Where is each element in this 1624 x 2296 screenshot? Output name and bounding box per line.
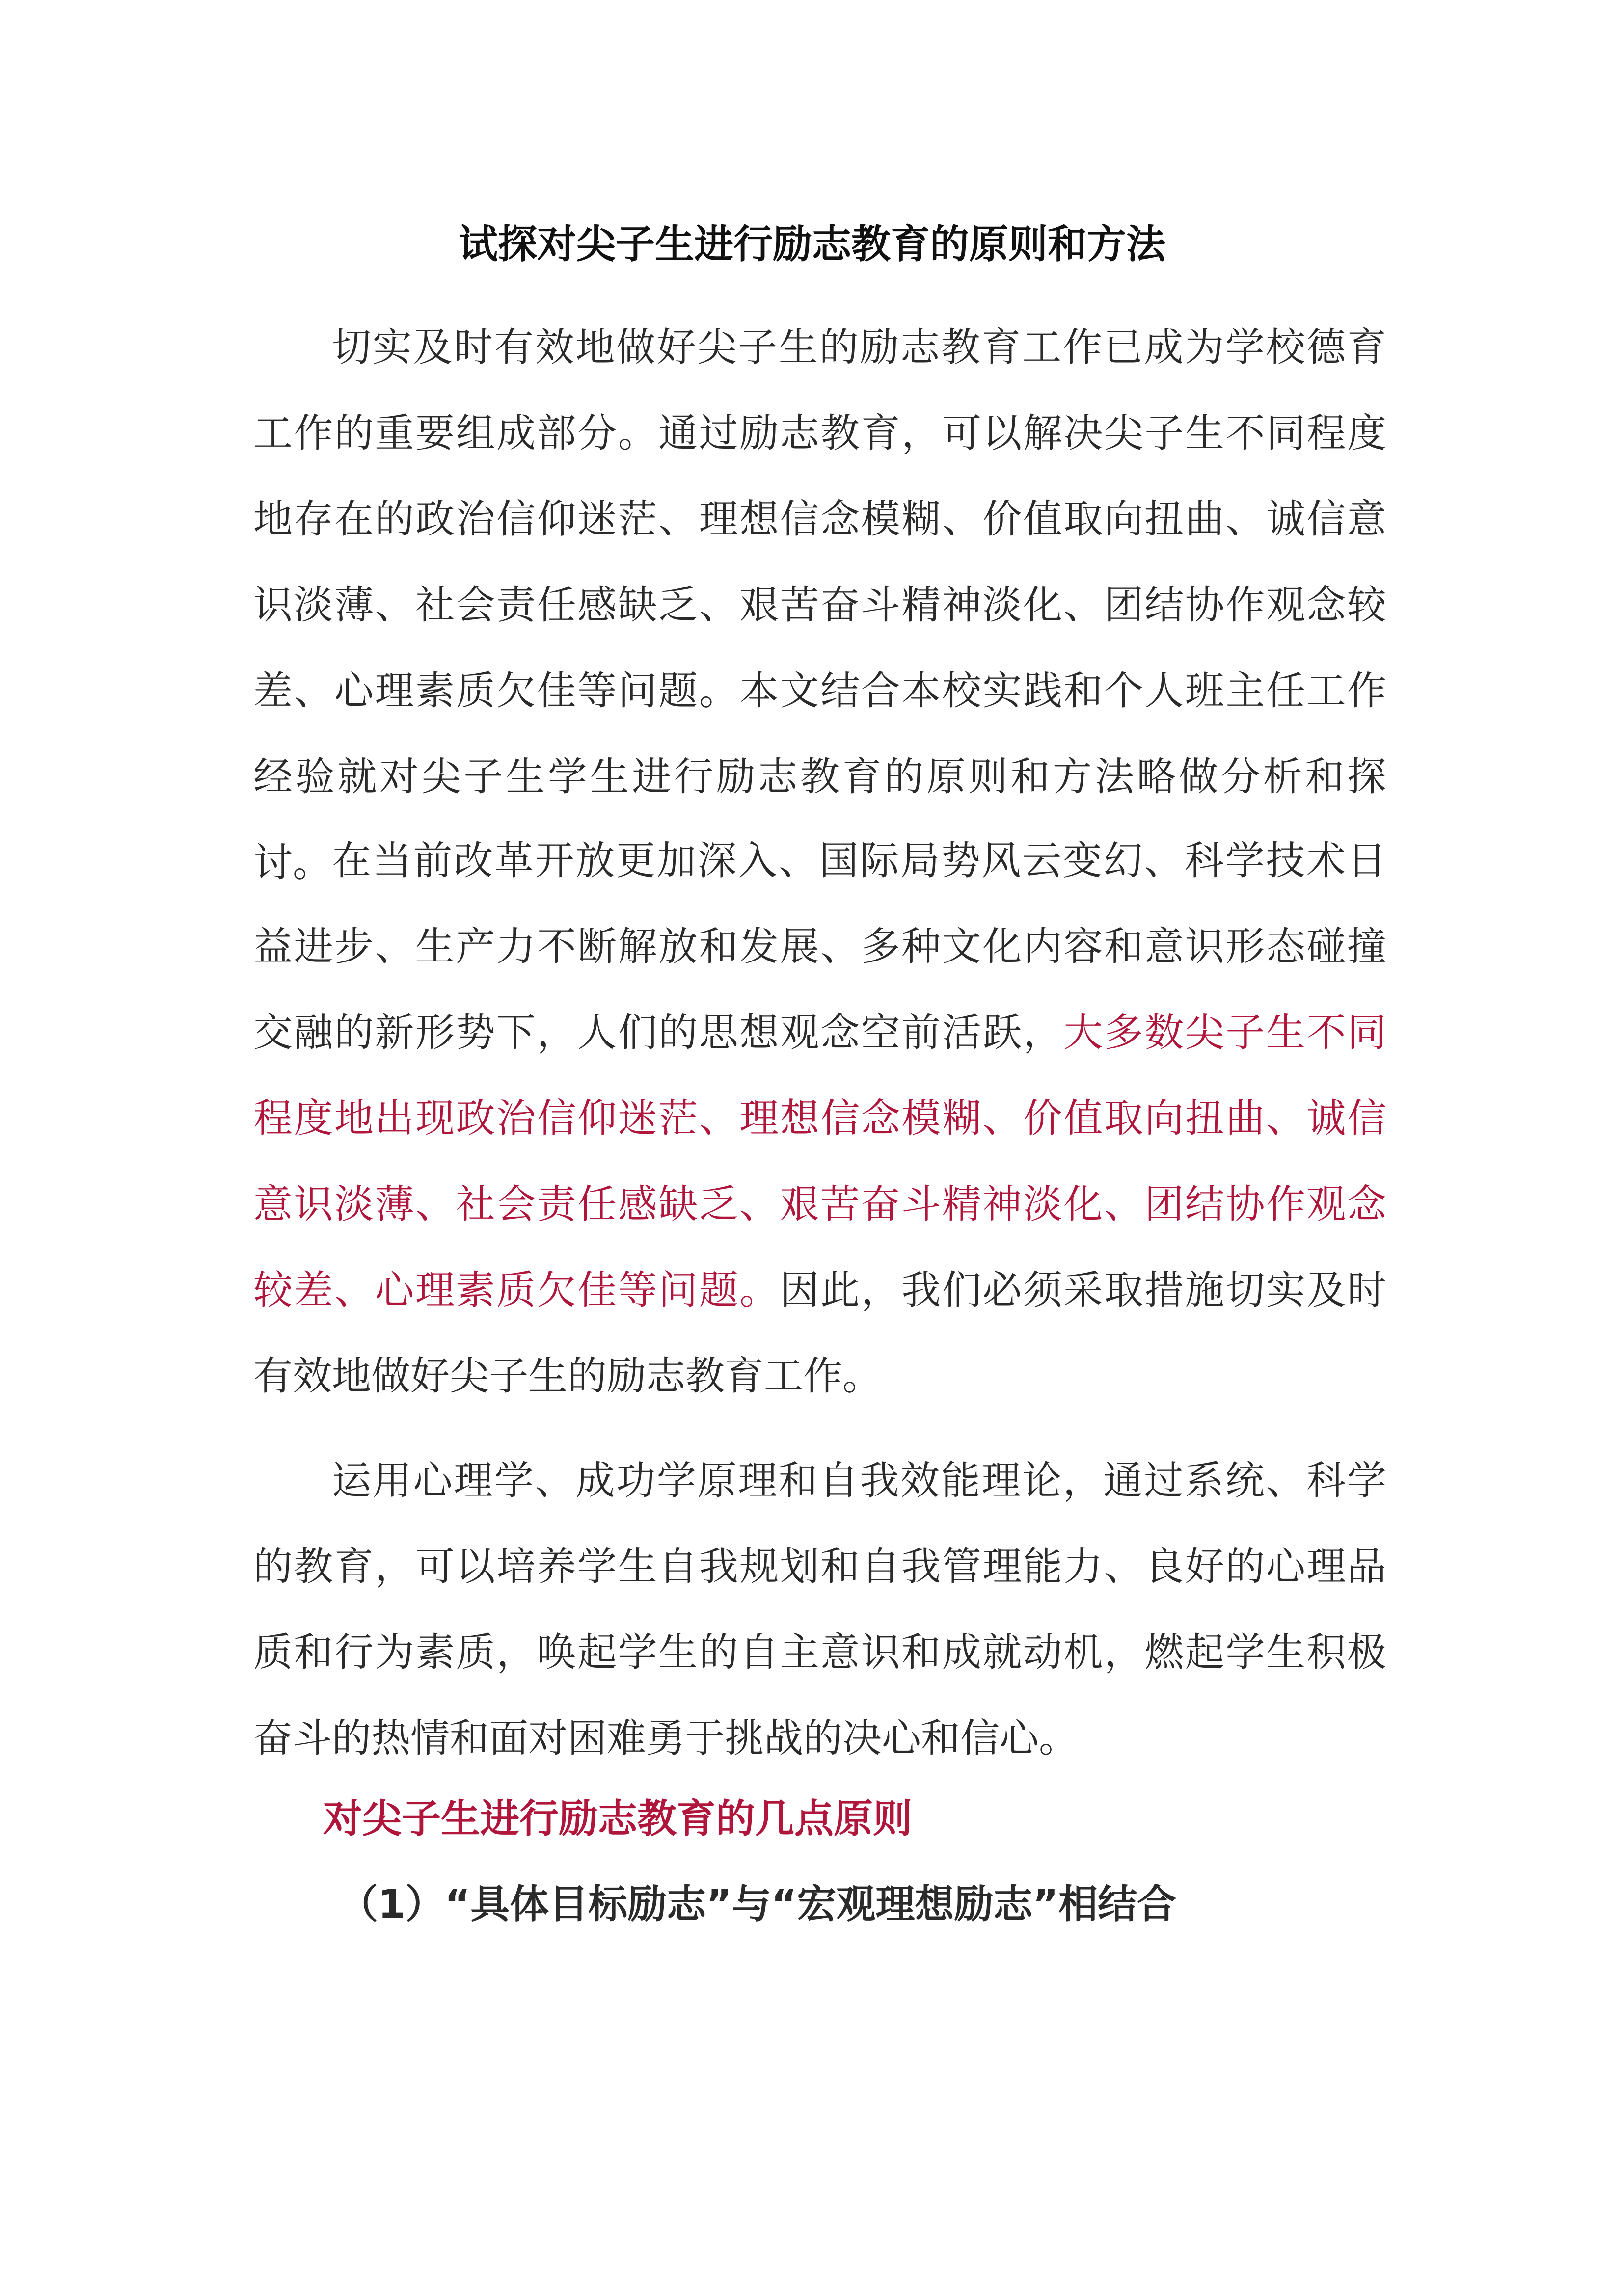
body-paragraph-3: 运用心理学、成功学原理和自我效能理论，通过系统、科学的教育，可以培养学生自我规划和自我管理能力、良好的心理品质和行为素质，唤起学生的自主意识和成就动机，燃起学生积极奋斗的热情和面对困难勇于挑战的决心和信心。 xyxy=(253,1458,1386,1761)
body-paragraph-1: 切实及时有效地做好尖子生的励志教育工作已成为学校德育工作的重要组成部分。通过励志教育，可以解决尖子生不同程度地存在的政治信仰迷茫、理想信念模糊、价值取向扭曲、诚信意识淡薄、社会责任感缺乏、艰苦奋斗精神淡化、团结协作观念较差、心理素质欠佳等问题。本文结合本校实践和个人班主任工作经验就对尖子生学生进行励志教育的原则和方法略做分析和探讨。 xyxy=(253,324,1386,885)
paragraph-2-highlighted-text: 大多数尖子生不同程度地出现政治信仰迷茫、理想信念模糊、价值取向扭曲、诚信意识淡薄、社会责任感缺乏、艰苦奋斗精神淡化、团结协作观念较差、心理素质欠佳等问题。 xyxy=(253,1010,1387,1313)
subsection-heading: （1）“具体目标励志”与“宏观理想励志”相结合 xyxy=(339,1881,1176,1927)
document-title: 试探对尖子生进行励志教育的原则和方法 xyxy=(459,221,1165,267)
body-paragraph-2 xyxy=(253,818,1386,1419)
paragraph-2-text-after: 因此，我们必须采取措施切实及时有效地做好尖子生的励志教育工作。 xyxy=(253,1267,1387,1399)
paragraph-2-text-before: 在当前改革开放更加深入、国际局势风云变幻、科学技术日益进步、生产力不断解放和发展、多种文化内容和意识形态碰撞交融的新形势下，人们的思想观念空前活跃， xyxy=(253,838,1386,1055)
section-heading: 对尖子生进行励志教育的几点原则 xyxy=(323,1796,912,1842)
